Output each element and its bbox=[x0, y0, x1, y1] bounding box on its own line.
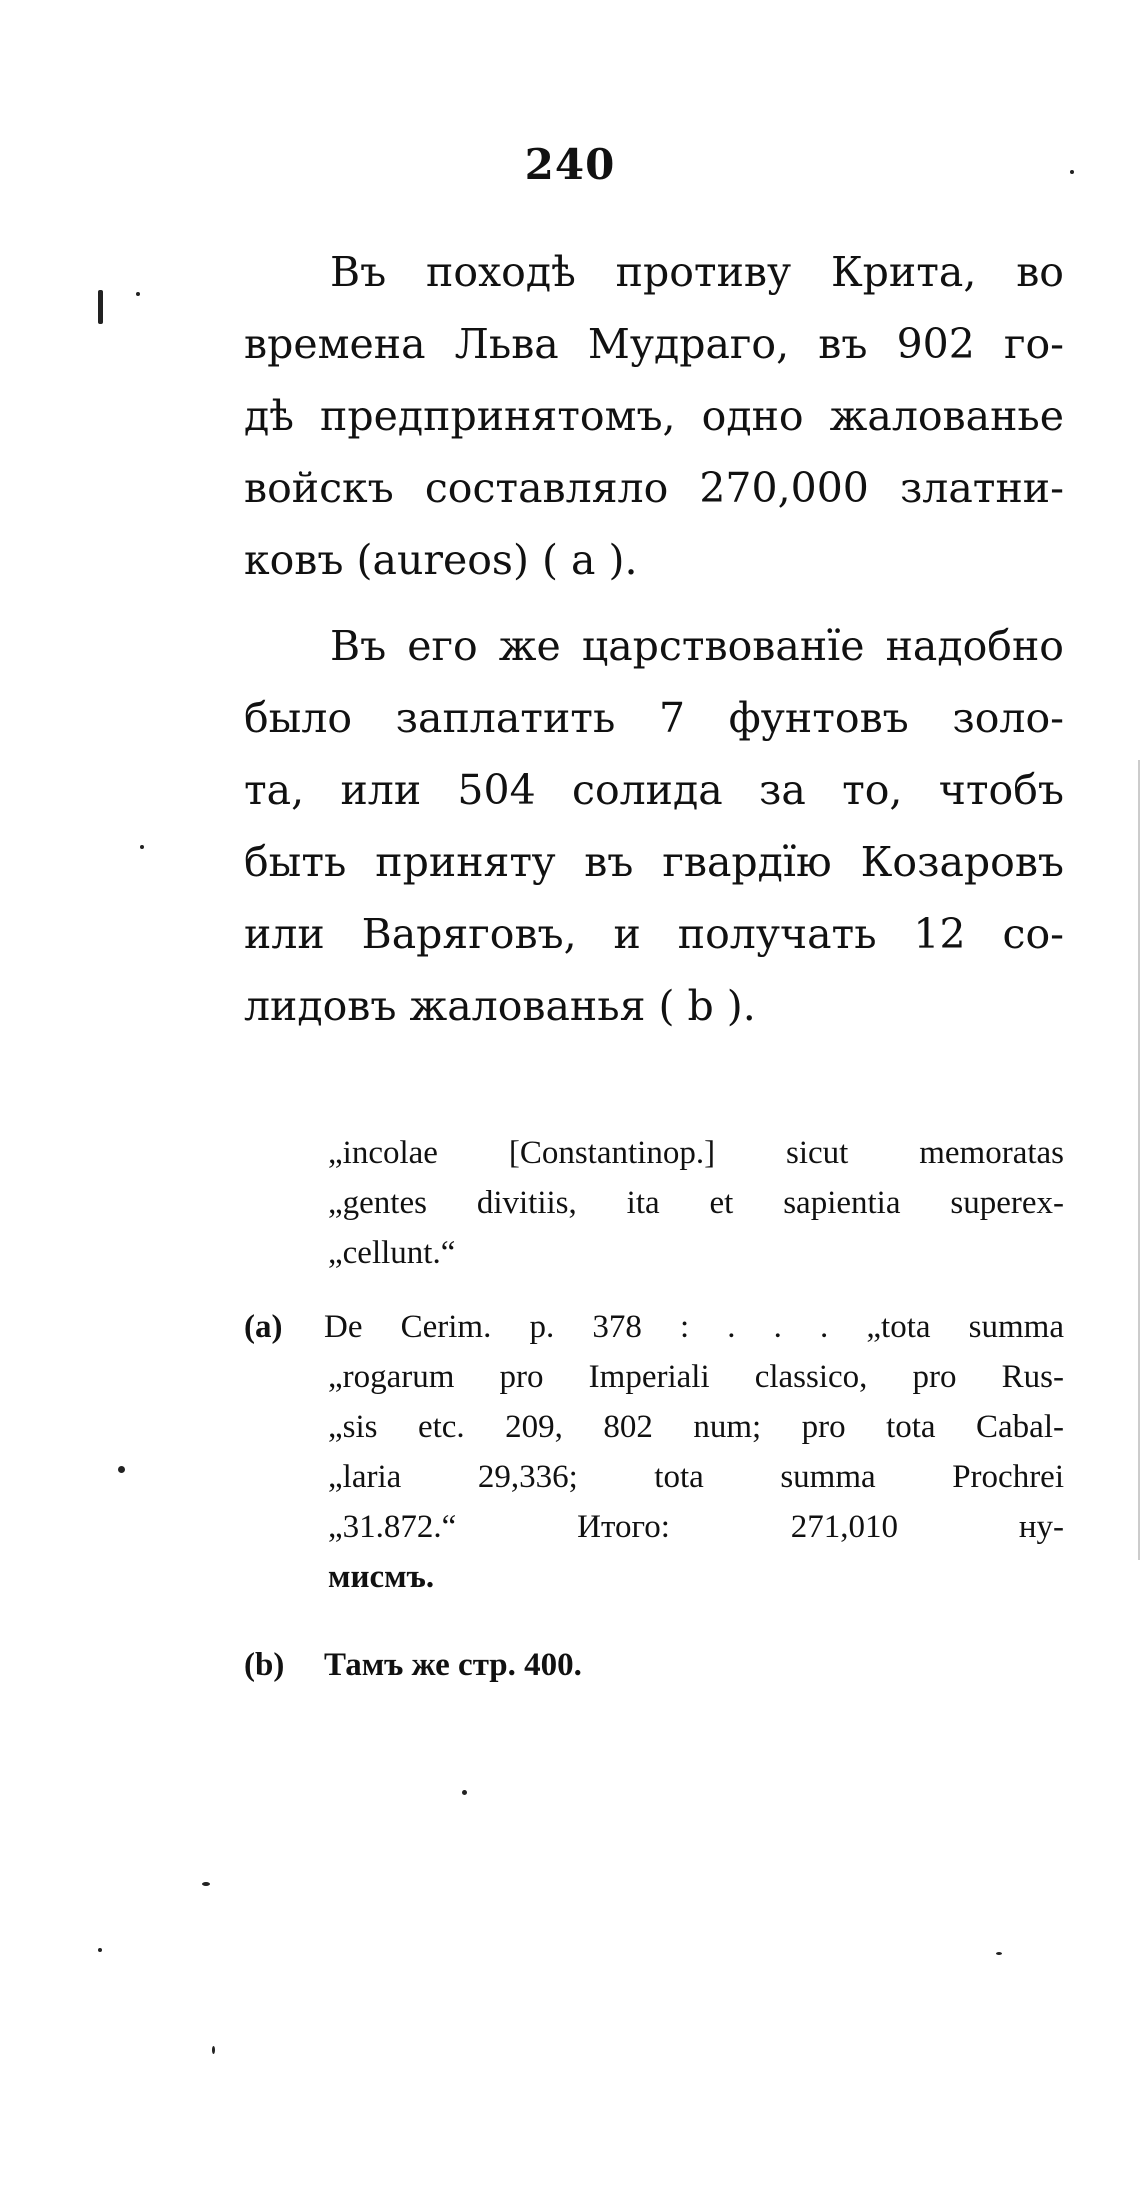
scan-speck bbox=[212, 2046, 215, 2054]
scan-speck bbox=[996, 1952, 1002, 1955]
footnote-b bbox=[244, 1640, 1064, 1690]
scan-speck bbox=[98, 290, 103, 324]
footnote-marker-a: (a) bbox=[244, 1309, 283, 1345]
footnote-line: „laria 29,336; tota summa Prochrei bbox=[328, 1459, 1064, 1495]
scan-speck bbox=[1070, 170, 1074, 174]
footnote-line: „cellunt.“ bbox=[328, 1235, 456, 1271]
footnote-line: „sis etc. 209, 802 num; pro tota Cabal- bbox=[328, 1409, 1064, 1445]
footnote-b-text: Тамъ же стр. 400. bbox=[324, 1647, 582, 1683]
paragraph-line: лидовъ жалованья ( b ). bbox=[244, 982, 756, 1030]
paragraph-line: или Варяговъ, и получать 12 со- bbox=[244, 910, 1064, 958]
scan-speck bbox=[118, 1466, 125, 1473]
footnote-line: мисмъ. bbox=[328, 1559, 435, 1595]
paragraph-crete-campaign bbox=[244, 236, 1064, 596]
footnote-first-line bbox=[244, 1302, 1064, 1352]
footnote-line: „gentes divitiis, ita et sapientia superex- bbox=[328, 1185, 1064, 1221]
page-number: 240 bbox=[524, 140, 616, 189]
scan-speck bbox=[98, 1948, 102, 1952]
paragraph-line: дѣ предпринятомъ, одно жалованье bbox=[244, 392, 1064, 440]
footnote-a-first-text: De Cerim. p. 378 : . . . „tota summa bbox=[324, 1309, 1064, 1345]
footnote-first-line bbox=[244, 1640, 1064, 1690]
paragraph-line: войскъ составляло 270,000 златни- bbox=[244, 464, 1064, 512]
scan-speck bbox=[202, 1882, 210, 1886]
scan-speck bbox=[136, 292, 140, 296]
paragraph-line: было заплатить 7 фунтовъ золо- bbox=[244, 694, 1064, 742]
footnote-line: „rogarum pro Imperiali classico, pro Rus- bbox=[328, 1359, 1064, 1395]
paragraph-line: Въ его же царствованїе надобно bbox=[330, 622, 1064, 670]
paragraph-line: быть принятy въ гвардїю Козаровъ bbox=[244, 838, 1064, 886]
footnote-marker-b: (b) bbox=[244, 1647, 285, 1683]
footnote-line: „31.872.“ Итого: 271,010 ну- bbox=[328, 1509, 1064, 1545]
scan-speck bbox=[462, 1790, 467, 1795]
footnote-line: „incolae [Constantinop.] sicut memoratas bbox=[328, 1135, 1064, 1171]
footnote-quote-continuation bbox=[244, 1128, 1064, 1278]
paragraph-line: ковъ (aureos) ( a ). bbox=[244, 536, 638, 584]
paragraph-line: та, или 504 солида за то, чтобъ bbox=[244, 766, 1064, 814]
scan-speck bbox=[140, 845, 144, 849]
paragraph-guard-payment bbox=[244, 610, 1064, 1042]
footnote-a bbox=[244, 1302, 1064, 1602]
paragraph-line: Въ походѣ противу Крита, во bbox=[330, 248, 1064, 296]
paragraph-line: времена Льва Мудраго, въ 902 го- bbox=[244, 320, 1064, 368]
